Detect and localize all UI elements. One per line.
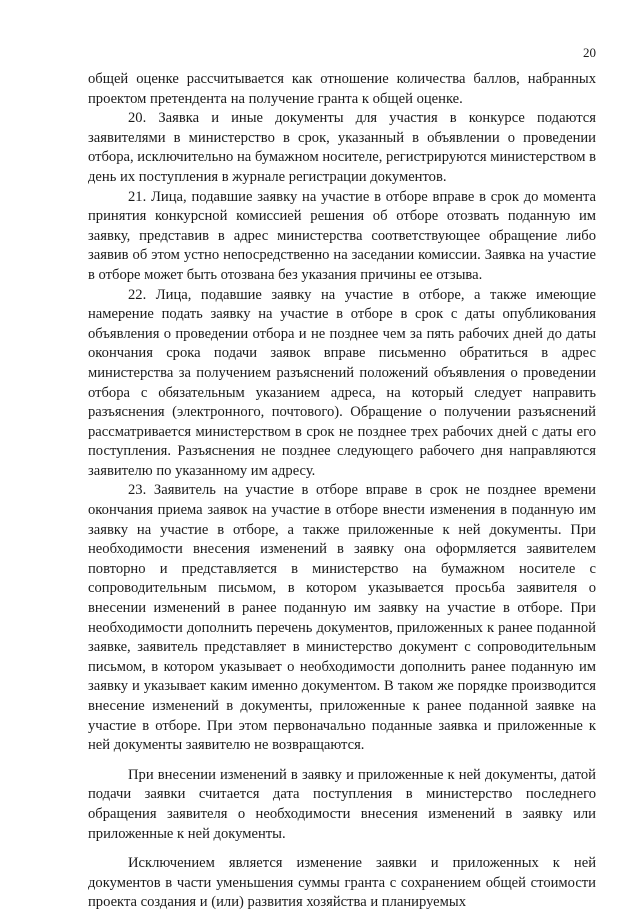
- document-body: [88, 70, 596, 913]
- paragraph-20: 20. Заявка и иные документы для участия в конкурсе подаются заявителями в министерство в срок, указанный в объявлении о проведении отбора, исключительно на бумажном носителе, регистрируются министерством в день их поступления в журнале регистрации документов.: [88, 110, 596, 185]
- paragraph-23: 23. Заявитель на участие в отборе вправе в срок не позднее времени окончания приема заявок на участие в отборе внести изменения в поданную им заявку на участие в отборе, а также приложенные к ней документы. При необходимости внесения изменений в заявку она оформляется заявителем повторно и представляется в министерство на бумажном носителе с сопроводительным письмом, в котором указывается просьба заявителя о внесении изменений в ранее поданную им заявку на участие в отборе. При необходимости дополнить перечень документов, приложенных к ранее поданной заявке, заявитель представляет в министерство документ с сопроводительным письмом, в котором указывает о необходимости дополнить ранее поданную им заявку и указывает каким именно документом. В таком же порядке производится внесение изменений в документы, приложенные к ранее поданной заявке на участие в отборе. При этом первоначально поданные заявка и приложенные к ней документы заявителю не возвращаются.: [88, 482, 596, 754]
- paragraph-continuation: общей оценке рассчитывается как отношение количества баллов, набранных проектом претендента на получение гранта к общей оценке.: [88, 71, 596, 107]
- paragraph-21: 21. Лица, подавшие заявку на участие в отборе вправе в срок до момента принятия конкурсной комиссией решения об отборе отозвать поданную им заявку, представив в адрес министерства соответствующее обращение либо заявив об этом устно непосредственно на заседании комиссии. Заявка на участие в отборе может быть отозвана без указания причины ее отзыва.: [88, 188, 596, 283]
- paragraph-22: 22. Лица, подавшие заявку на участие в отборе, а также имеющие намерение подать заявку на участие в отборе в срок с даты опубликования объявления о проведении отбора и не позднее чем за пять рабочих дней до даты окончания срока подачи заявок вправе письменно обратиться в адрес министерства за получением разъяснений положений объявления о проведении отбора с обязательным указанием адреса, на который следует направить разъяснения (электронного, почтового). Обращение о получении разъяснений рассматривается министерством в срок не позднее трех рабочих дней с даты его поступления. Разъяснения не позднее следующего рабочего дня направляются заявителю по указанному им адресу.: [88, 286, 596, 479]
- paragraph-exception: Исключением является изменение заявки и приложенных к ней документов в части уменьшения суммы гранта с сохранением общей стоимости проекта создания и (или) развития хозяйства и планируемых: [88, 855, 596, 911]
- page-number: 20: [583, 45, 596, 60]
- paragraph-submission-date: При внесении изменений в заявку и приложенные к ней документы, датой подачи заявки считается дата поступления в министерство последнего обращения заявителя о необходимости внесения изменений в заявку или приложенные к ней документы.: [88, 766, 596, 842]
